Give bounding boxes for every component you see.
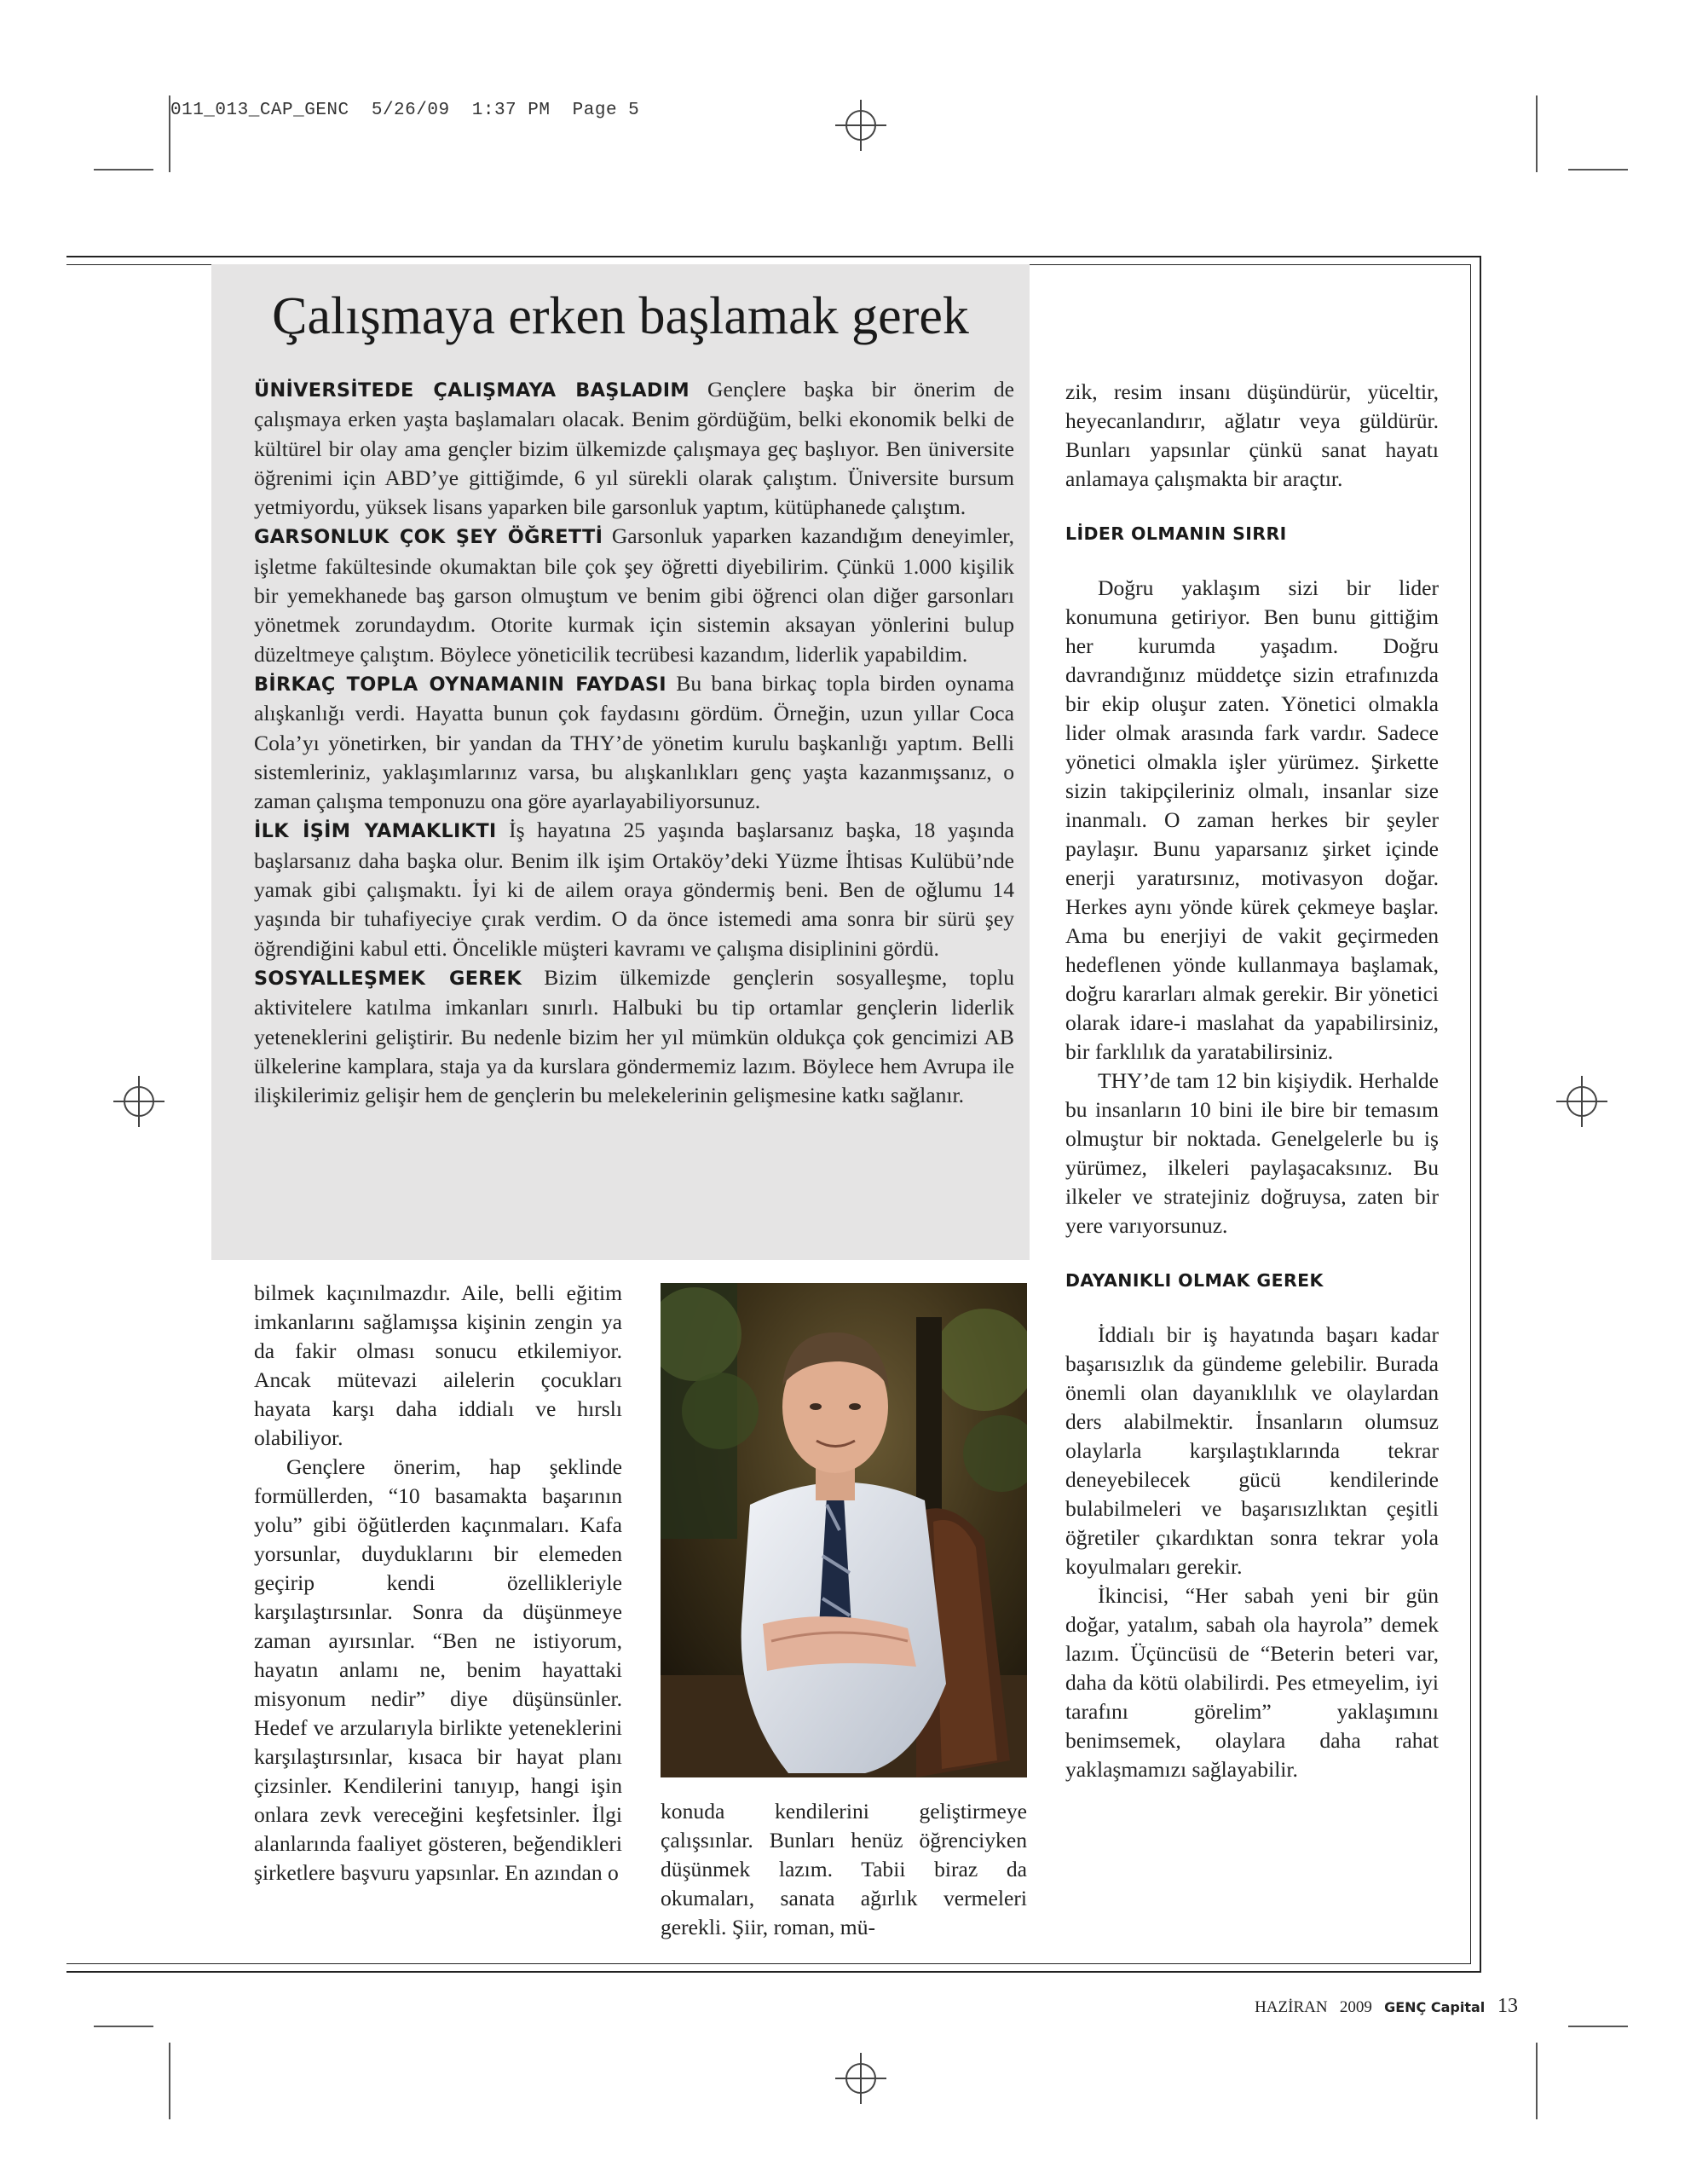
paragraph-lead-heading: BİRKAÇ TOPLA OYNAMANIN FAYDASI: [254, 673, 666, 696]
subheading-resilience: DAYANIKLI OLMAK GEREK: [1065, 1270, 1324, 1291]
column-paragraph: konuda kendilerini geliştirmeye çalışsınlar. Bunları henüz öğrenciyken düşünmek lazım. Tabii biraz da okumaları, sanata ağırlık vermeleri gerekli. Şiir, roman, mü-: [661, 1799, 1027, 1939]
paragraph-body: Bizim ülkemizde gençlerin sosyalleşme, toplu aktivitelere katılma imkanları sınırlı. Halbuki bu tip ortamlar gençlerin liderlik yeteneklerini geliştirir. Bu nedenle bizim her yıl mümkün oldukça çok gencimizi AB ülkelerine kamplara, staja ya da kurslara göndermemiz lazım. Böylece hem Avrupa ile ilişkilerimiz gelişir hem de gençlerin bu melekelerinin gelişmesine katkı sağlanır.: [254, 964, 1014, 1108]
paragraph-lead-heading: GARSONLUK ÇOK ŞEY ÖĞRETTİ: [254, 526, 603, 549]
paragraph-lead-heading: SOSYALLEŞMEK GEREK: [254, 967, 522, 990]
crop-mark-top-left-h: [94, 169, 153, 171]
column-middle: [661, 1797, 1027, 1942]
paragraph-body: İş hayatına 25 yaşında başlarsanız başka, 18 yaşında başlarsanız daha başka olur. Benim ilk işim Ortaköy’deki Yüzme İhtisas Kulübü’nde yamak gibi çalışmaktı. İyi ki de ailem oraya göndermiş beni. Ben de oğlumu 14 yaşında bir tuhafiyeciye çırak verdim. O da önce istemedi ama sonra bir sürü şey öğrendiğini kabul etti. Öncelikle müşteri kavramı ve çalışma disiplinini gördü.: [254, 818, 1014, 961]
registration-mark-bottom: [835, 2053, 886, 2104]
box-paragraph: [254, 963, 1014, 1110]
portrait-photo: [661, 1283, 1027, 1777]
headline: Çalışmaya erken başlamak gerek: [272, 287, 969, 345]
crop-mark-bottom-left-v: [169, 2043, 170, 2119]
footer-year: 2009: [1339, 1998, 1372, 2016]
box-paragraph: [254, 522, 1014, 668]
subheading-leadership: LİDER OLMANIN SIRRI: [1065, 523, 1287, 544]
column-paragraph: İddialı bir iş hayatında başarı kadar başarısızlık da gündeme gelebilir. Burada önemli olan dayanıklılık ve olaylardan ders alabilmektir. İnsanların olumsuz olaylarla karşılaştıklarında tekrar deneyebilecek gücü kendilerinde bulabilmeleri ve başarısızlıktan çeşitli öğretiler çıkardıktan sonra tekrar yola koyulmaları gerekir.: [1065, 1322, 1439, 1579]
page-footer: [1255, 1995, 1518, 2018]
column-paragraph: bilmek kaçınılmazdır. Aile, belli eğitim imkanlarını sağlamışsa kişinin zengin ya da fakir olması sonucu etkilemiyor. Ancak mütevazi ailelerin çocukları hayata karşı daha iddialı ve hırslı olabiliyor.: [254, 1280, 622, 1450]
page-number: 13: [1497, 1995, 1518, 2017]
column-paragraph: zik, resim insanı düşündürür, yüceltir, heyecanlandırır, ağlatır veya güldürür. Bunları yapsınlar çünkü sanat hayatı anlamaya çalışmakta bir araçtır.: [1065, 379, 1439, 491]
crop-mark-bottom-right-h: [1568, 2026, 1628, 2027]
crop-mark-top-right-h: [1568, 169, 1628, 171]
column-paragraph: Doğru yaklaşım sizi bir lider konumuna getiriyor. Ben bunu gittiğim her kurumda yaşadım. Doğru davrandığınız müddetçe sizin etrafınızda bir ekip oluşur zaten. Yönetici olmakla lider olmak arasında fark vardır. Sadece yönetici olmakla işler yürümez. Şirkette sizin takipçileriniz olmalı, insanlar size inanmalı. O zaman herkes bir şeyler paylaşır. Bunu yaparsanız şirket içinde enerji yaratırsınız, motivasyon doğar. Herkes aynı yönde kürek çekmeye başlar. Ama bu enerjiyi de vakit geçirmeden hedeflenen yönde kullanmaya başlamak, doğru kararları almak gerekir. Bir yönetici olarak idare-i maslahat da yapabilirsiniz, bir farklılık da yaratabilirsiniz.: [1065, 575, 1439, 1064]
column-right: [1065, 378, 1439, 1784]
crop-mark-top-left-v: [169, 95, 170, 172]
crop-mark-top-right-v: [1536, 95, 1538, 172]
crop-mark-bottom-right-v: [1536, 2043, 1538, 2119]
footer-magazine-name: GENÇ Capital: [1384, 1999, 1486, 2015]
paragraph-body: Bu bana birkaç topla birden oynama alışkanlığı verdi. Hayatta bunun çok faydasını gördüm. Örneğin, uzun yıllar Coca Cola’yı yönetirken, bir yandan da THY’de yönetim kurulu başkanlığı yaptım. Belli sistemleriniz, yaklaşımlarınız varsa, bu alışkanlıkları genç yaşta kazanmışsanız, o zaman çalışma temponuzu ona göre ayarlayabiliyorsunuz.: [254, 670, 1014, 814]
paragraph-lead-heading: İLK İŞİM YAMAKLIKTI: [254, 820, 497, 843]
portrait-illustration: [661, 1283, 1027, 1777]
sidebar-box-text: [254, 375, 1014, 1110]
registration-mark-top: [835, 100, 886, 151]
box-paragraph: [254, 375, 1014, 522]
paragraph-body: Gençlere başka bir önerim de çalışmaya erken yaşta başlamaları olacak. Benim gördüğüm, belki ekonomik belki de kültürel bir olay ama gençler bizim ülkemizde çalışmaya geç başlıyor. Ben üniversite öğrenimi için ABD’ye gittiğimde, 6 yıl sürekli olarak çalıştım. Üniversite bursum yetmiyordu, yüksek lisans yaparken bile garsonluk yaptım, kütüphanede çalıştım.: [254, 377, 1014, 520]
box-paragraph: [254, 669, 1014, 816]
column-paragraph: THY’de tam 12 bin kişiydik. Herhalde bu insanların 10 bini ile bire bir temasım olmuştur bir noktada. Genelgelerle bu iş yürümez, ilkeleri paylaşacaksınız. Bu ilkeler ve stratejiniz doğruysa, zaten bir yere varıyorsunuz.: [1065, 1068, 1439, 1238]
crop-mark-bottom-left-h: [94, 2026, 153, 2027]
column-paragraph: İkincisi, “Her sabah yeni bir gün doğar, yatalım, sabah ola hayrola” demek lazım. Üçüncüsü de “Beterin beteri var, daha da kötü olabilirdi. Pes etmeyelim, iyi tarafını görelim” yaklaşımını benimsemek, olaylara daha rahat yaklaşmamızı sağlayabilir.: [1065, 1583, 1439, 1782]
column-left: [254, 1279, 622, 1887]
column-paragraph: Gençlere önerim, hap şeklinde formüllerden, “10 basamakta başarının yolu” gibi öğütlerden kaçınmaları. Kafa yorsunlar, duyduklarını bir elemeden geçirip kendi özellikleriyle karşılaştırsınlar. Sonra da düşünmeye zaman ayırsınlar. “Ben ne istiyorum, hayatın anlamı ne, benim hayattaki misyonum nedir” diye düşünsünler. Hedef ve arzularıyla birlikte yeteneklerini karşılaştırsınlar, kısaca bir hayat planı çizsinler. Kendilerini tanıyıp, hangi işin onlara zevk vereceğini keşfetsinler. İlgi alanlarında faaliyet gösteren, beğendikleri şirketlere başvuru yapsınlar. En azından o: [254, 1454, 622, 1885]
footer-month: HAZİRAN: [1255, 1998, 1328, 2016]
printer-slug: 011_013_CAP_GENC 5/26/09 1:37 PM Page 5: [170, 101, 640, 120]
box-paragraph: [254, 816, 1014, 962]
registration-mark-right: [1556, 1076, 1607, 1127]
paragraph-body: Garsonluk yaparken kazandığım deneyimler, işletme fakültesinde okumaktan bile çok şey öğretti diyebilirim. Çünkü 1.000 kişilik bir yemekhanede baş garson olmuştum ve benim gibi öğrenci olan diğer garsonları yönetmek zorundaydım. Otorite kurmak için sistemin aksayan yönlerini bulup düzeltmeye çalıştım. Böylece yöneticilik tecrübesi kazandım, liderlik yapabildim.: [254, 523, 1014, 667]
paragraph-lead-heading: ÜNİVERSİTEDE ÇALIŞMAYA BAŞLADIM: [254, 379, 690, 402]
